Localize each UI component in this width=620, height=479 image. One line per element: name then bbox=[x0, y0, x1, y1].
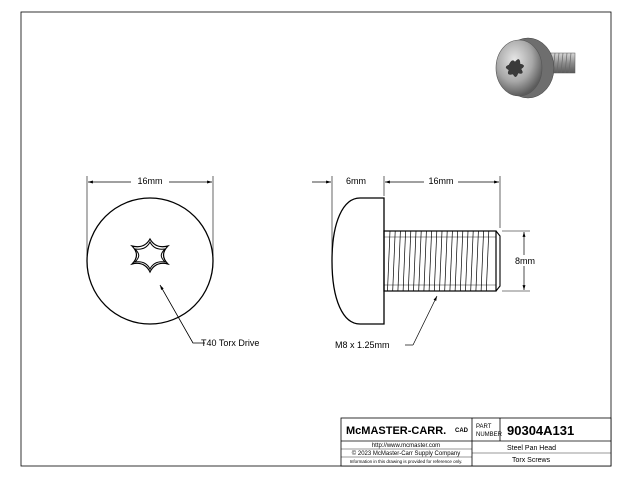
thread-line bbox=[408, 231, 411, 291]
front-view bbox=[87, 175, 259, 348]
thread-line bbox=[455, 231, 458, 291]
drive-leader bbox=[160, 285, 205, 343]
part-number: 90304A131 bbox=[507, 423, 575, 438]
thread-line bbox=[419, 231, 422, 291]
thread-line bbox=[450, 231, 453, 291]
part-label-1: PART bbox=[476, 424, 492, 430]
torx-drive-recess bbox=[132, 239, 168, 272]
thread-line bbox=[466, 231, 469, 291]
thread-line bbox=[440, 231, 443, 291]
thread-line bbox=[486, 231, 489, 291]
thread-line bbox=[471, 231, 474, 291]
thread-line bbox=[460, 231, 463, 291]
thread-line bbox=[403, 231, 406, 291]
drive-label: T40 Torx Drive bbox=[201, 338, 260, 348]
head-outline bbox=[87, 198, 213, 324]
head-height-label: 6mm bbox=[346, 176, 366, 186]
diameter-label: 16mm bbox=[137, 176, 163, 186]
thread-lines bbox=[384, 231, 496, 291]
head-profile bbox=[332, 198, 384, 324]
thread-line bbox=[393, 231, 396, 291]
length-label: 16mm bbox=[428, 176, 454, 186]
thread-line bbox=[388, 231, 391, 291]
screw-render-image bbox=[496, 38, 575, 98]
thread-line bbox=[398, 231, 401, 291]
website-url: http://www.mcmaster.com bbox=[371, 443, 441, 449]
thread-label: M8 x 1.25mm bbox=[335, 340, 390, 350]
thread-line bbox=[434, 231, 437, 291]
thread-line bbox=[414, 231, 417, 291]
copyright-text: © 2023 McMaster-Carr Supply Company bbox=[351, 451, 461, 457]
thread-line bbox=[424, 231, 427, 291]
title-block bbox=[341, 418, 611, 466]
thread-line bbox=[481, 231, 484, 291]
thread-line bbox=[429, 231, 432, 291]
thread-diameter-label: 8mm bbox=[515, 256, 535, 266]
thread-line bbox=[476, 231, 479, 291]
description-line-1: Steel Pan Head bbox=[507, 445, 557, 452]
thread-leader bbox=[413, 296, 437, 345]
description-line-2: Torx Screws bbox=[512, 457, 551, 464]
brand-logo: McMASTER-CARR. bbox=[346, 425, 447, 437]
cad-mark: CAD bbox=[455, 428, 468, 434]
disclaimer-text: Information in this drawing is provided for reference only. bbox=[349, 459, 463, 464]
thread-line bbox=[445, 231, 448, 291]
part-label-2: NUMBER bbox=[476, 432, 503, 438]
side-view bbox=[312, 175, 547, 350]
